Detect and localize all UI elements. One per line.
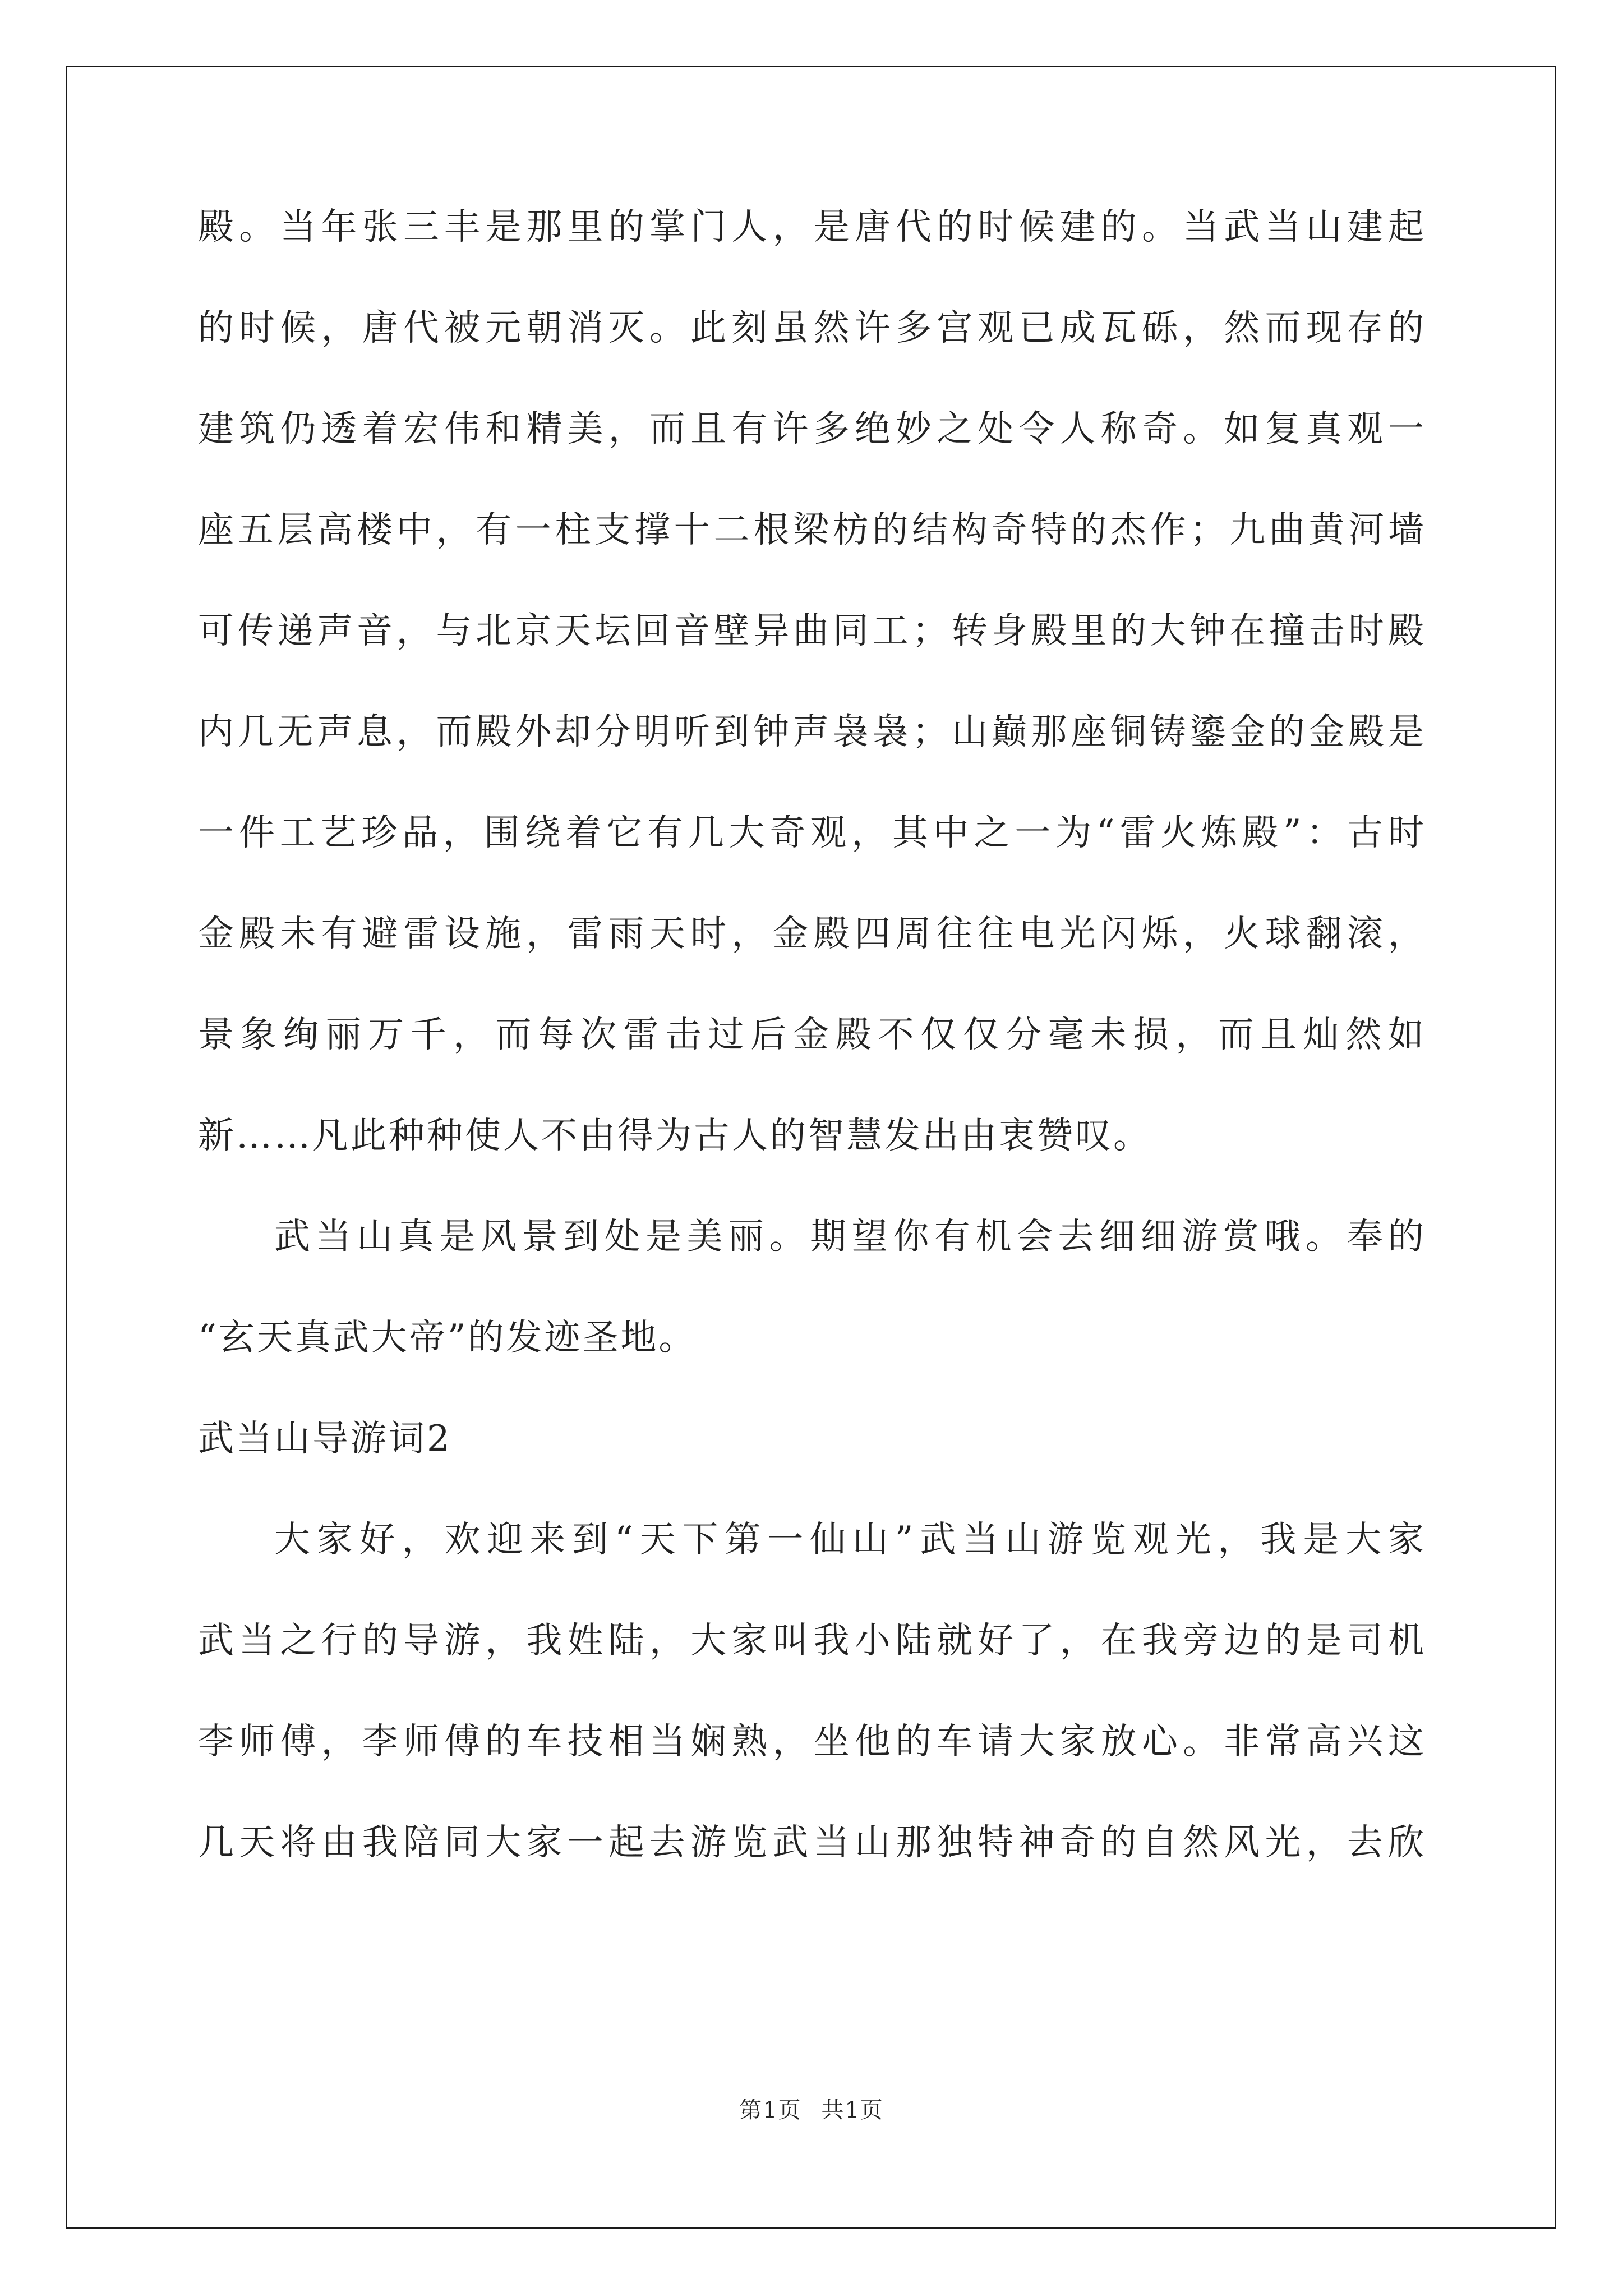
text-line: 大家好，欢迎来到“天下第一仙山”武当山游览观光，我是大家 (274, 1519, 1426, 1561)
text-line: 李师傅，李师傅的车技相当娴熟，坐他的车请大家放心。非常高兴这 (198, 1721, 1426, 1763)
text-line: 金殿未有避雷设施，雷雨天时，金殿四周往往电光闪烁，火球翻滚， (198, 913, 1426, 955)
text-line: 殿。当年张三丰是那里的掌门人，是唐代的时候建的。当武当山建起 (198, 206, 1426, 248)
text-line: 景象绚丽万千，而每次雷击过后金殿不仅仅分毫未损，而且灿然如 (198, 1014, 1426, 1056)
text-line: 的时候，唐代被元朝消灭。此刻虽然许多宫观已成瓦砾，然而现存的 (198, 307, 1426, 349)
text-line: 武当山真是风景到处是美丽。期望你有机会去细细游赏哦。奉的 (274, 1216, 1426, 1258)
section-heading: 武当山导游词2 (198, 1418, 452, 1460)
page-footer (0, 2092, 1623, 2124)
text-line: 建筑仍透着宏伟和精美，而且有许多绝妙之处令人称奇。如复真观一 (198, 408, 1426, 450)
document-body (198, 202, 1426, 1918)
text-line: 武当之行的导游，我姓陆，大家叫我小陆就好了，在我旁边的是司机 (198, 1620, 1426, 1662)
text-line: 可传递声音，与北京天坛回音壁异曲同工；转身殿里的大钟在撞击时殿 (198, 610, 1426, 652)
text-line: 内几无声息，而殿外却分明听到钟声袅袅；山巅那座铜铸鎏金的金殿是 (198, 711, 1426, 753)
text-line: 座五层高楼中，有一柱支撑十二根梁枋的结构奇特的杰作；九曲黄河墙 (198, 509, 1426, 551)
page-total: 共1页 (821, 2097, 884, 2123)
page-number: 第1页 (739, 2097, 802, 2123)
text-line: 新……凡此种种使人不由得为古人的智慧发出由衷赞叹。 (198, 1115, 1151, 1157)
text-line: 几天将由我陪同大家一起去游览武当山那独特神奇的自然风光，去欣 (198, 1822, 1426, 1864)
text-line: “玄天真武大帝”的发迹圣地。 (198, 1317, 697, 1359)
text-line: 一件工艺珍品，围绕着它有几大奇观，其中之一为“雷火炼殿”：古时 (198, 812, 1426, 854)
